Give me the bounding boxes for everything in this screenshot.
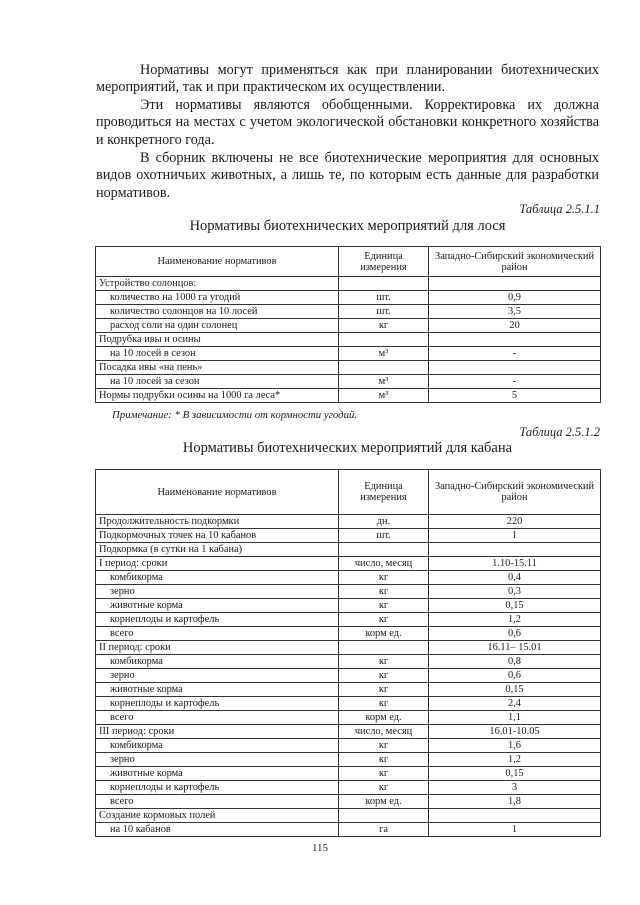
row-value: 1,2	[429, 753, 601, 767]
row-name: Устройство солонцов:	[96, 277, 339, 291]
row-unit: шт.	[339, 291, 429, 305]
table-boar	[95, 469, 601, 837]
row-name: зерно	[96, 669, 339, 683]
table1-title: Нормативы биотехнических мероприятий для лося	[189, 218, 506, 234]
row-unit: кг	[339, 669, 429, 683]
table-row	[96, 305, 601, 319]
row-unit	[339, 277, 429, 291]
paragraph-3: В сборник включены не все биотехнические мероприятия для основных видов охотничьих животных, а лишь те, по которым есть данные для разработки нормативов.	[96, 150, 599, 201]
row-unit	[339, 333, 429, 347]
table-row	[96, 375, 601, 389]
row-unit: кг	[339, 585, 429, 599]
row-unit: кг	[339, 767, 429, 781]
table-moose	[95, 246, 601, 403]
row-value	[429, 333, 601, 347]
row-value: -	[429, 375, 601, 389]
row-unit: м³	[339, 375, 429, 389]
row-name: Нормы подрубки осины на 1000 га леса*	[96, 389, 339, 403]
row-unit: кг	[339, 753, 429, 767]
row-unit	[339, 361, 429, 375]
row-unit: кг	[339, 739, 429, 753]
row-name: всего	[96, 627, 339, 641]
row-name: Посадка ивы «на пень»	[96, 361, 339, 375]
row-name: Создание кормовых полей	[96, 809, 339, 823]
row-name: количество на 1000 га угодий	[96, 291, 339, 305]
row-name: корнеплоды и картофель	[96, 613, 339, 627]
row-value: 1,2	[429, 613, 601, 627]
table-row	[96, 571, 601, 585]
table-row	[96, 697, 601, 711]
row-value: 1	[429, 529, 601, 543]
row-unit	[339, 543, 429, 557]
row-name: количество солонцов на 10 лосей	[96, 305, 339, 319]
row-value: 20	[429, 319, 601, 333]
table1-header-name: Наименование нормативов	[96, 247, 339, 277]
page-number: 115	[311, 842, 329, 854]
row-value: 1.10-15.11	[429, 557, 601, 571]
row-name: всего	[96, 795, 339, 809]
row-unit: кг	[339, 613, 429, 627]
table-row	[96, 557, 601, 571]
row-value: 220	[429, 515, 601, 529]
table-row	[96, 277, 601, 291]
row-name: II период: сроки	[96, 641, 339, 655]
row-value: 0,3	[429, 585, 601, 599]
row-name: на 10 кабанов	[96, 823, 339, 837]
row-value: 3,5	[429, 305, 601, 319]
row-unit	[339, 809, 429, 823]
table1-caption: Таблица 2.5.1.1	[519, 202, 600, 216]
row-unit: корм ед.	[339, 795, 429, 809]
table-row	[96, 613, 601, 627]
table-row	[96, 585, 601, 599]
row-name: Подрубка ивы и осины	[96, 333, 339, 347]
table-row	[96, 725, 601, 739]
row-unit: корм ед.	[339, 627, 429, 641]
table-row	[96, 543, 601, 557]
row-unit: кг	[339, 599, 429, 613]
row-unit: число, месяц	[339, 725, 429, 739]
row-value	[429, 543, 601, 557]
row-unit: кг	[339, 683, 429, 697]
table-row	[96, 655, 601, 669]
row-unit: число, месяц	[339, 557, 429, 571]
table2-header-name: Наименование нормативов	[96, 470, 339, 515]
row-value: 5	[429, 389, 601, 403]
row-name: Продолжительность подкормки	[96, 515, 339, 529]
table2-caption: Таблица 2.5.1.2	[519, 425, 600, 439]
row-name: животные корма	[96, 767, 339, 781]
row-unit: корм ед.	[339, 711, 429, 725]
table2-title: Нормативы биотехнических мероприятий для кабана	[182, 440, 513, 456]
table-row	[96, 641, 601, 655]
row-unit: дн.	[339, 515, 429, 529]
table2-header-value: Западно-Сибирский экономический район	[429, 470, 601, 515]
table-row	[96, 319, 601, 333]
table-row	[96, 291, 601, 305]
paragraph-2: Эти нормативы являются обобщенными. Корректировка их должна проводиться на местах с учетом экологической обстановки конкретного хозяйства и конкретного года.	[96, 97, 599, 148]
row-value: 0,6	[429, 669, 601, 683]
table-row	[96, 809, 601, 823]
row-unit: кг	[339, 655, 429, 669]
row-value: 3	[429, 781, 601, 795]
table-row	[96, 823, 601, 837]
row-unit: шт.	[339, 529, 429, 543]
row-value: 0,4	[429, 571, 601, 585]
table-row	[96, 361, 601, 375]
row-name: на 10 лосей в сезон	[96, 347, 339, 361]
table-row	[96, 781, 601, 795]
table-row	[96, 669, 601, 683]
table-row	[96, 753, 601, 767]
row-unit: кг	[339, 319, 429, 333]
row-name: корнеплоды и картофель	[96, 697, 339, 711]
row-value	[429, 361, 601, 375]
row-value	[429, 809, 601, 823]
row-value: 1,8	[429, 795, 601, 809]
row-name: Подкормочных точек на 10 кабанов	[96, 529, 339, 543]
table-row	[96, 711, 601, 725]
table-row	[96, 767, 601, 781]
table1-header-unit: Единица измерения	[339, 247, 429, 277]
row-name: расход соли на один солонец	[96, 319, 339, 333]
row-value: 1	[429, 823, 601, 837]
table-row	[96, 739, 601, 753]
row-name: всего	[96, 711, 339, 725]
row-value: 16.01-10.05	[429, 725, 601, 739]
table1-header-value: Западно-Сибирский экономический район	[429, 247, 601, 277]
table1-note: Примечание: * В зависимости от кормности угодий.	[112, 409, 358, 421]
row-name: животные корма	[96, 599, 339, 613]
table-row	[96, 599, 601, 613]
row-value: 0,15	[429, 767, 601, 781]
row-value: 1,1	[429, 711, 601, 725]
table-row	[96, 795, 601, 809]
table-row	[96, 333, 601, 347]
row-name: животные корма	[96, 683, 339, 697]
row-name: корнеплоды и картофель	[96, 781, 339, 795]
table2-header-unit: Единица измерения	[339, 470, 429, 515]
row-name: III период: сроки	[96, 725, 339, 739]
row-value: 1,6	[429, 739, 601, 753]
paragraph-1: Нормативы могут применяться как при планировании биотехнических мероприятий, так и при практическом их осуществлении.	[96, 62, 599, 96]
row-value: 0,9	[429, 291, 601, 305]
row-name: на 10 лосей за сезон	[96, 375, 339, 389]
table-row	[96, 683, 601, 697]
row-unit: га	[339, 823, 429, 837]
row-unit: шт.	[339, 305, 429, 319]
row-value: 0,8	[429, 655, 601, 669]
row-unit: кг	[339, 571, 429, 585]
table-row	[96, 389, 601, 403]
row-unit: кг	[339, 781, 429, 795]
row-value: -	[429, 347, 601, 361]
row-unit: м³	[339, 347, 429, 361]
row-name: I период: сроки	[96, 557, 339, 571]
row-value: 0,6	[429, 627, 601, 641]
table-row	[96, 529, 601, 543]
row-value: 16.11– 15.01	[429, 641, 601, 655]
table-row	[96, 627, 601, 641]
row-value: 2,4	[429, 697, 601, 711]
row-value	[429, 277, 601, 291]
row-value: 0,15	[429, 683, 601, 697]
row-unit: кг	[339, 697, 429, 711]
row-name: комбикорма	[96, 571, 339, 585]
row-unit	[339, 641, 429, 655]
table-row	[96, 515, 601, 529]
row-name: зерно	[96, 585, 339, 599]
table-row	[96, 347, 601, 361]
row-name: комбикорма	[96, 655, 339, 669]
row-value: 0,15	[429, 599, 601, 613]
row-name: зерно	[96, 753, 339, 767]
row-name: Подкормка (в сутки на 1 кабана)	[96, 543, 339, 557]
row-name: комбикорма	[96, 739, 339, 753]
row-unit: м³	[339, 389, 429, 403]
